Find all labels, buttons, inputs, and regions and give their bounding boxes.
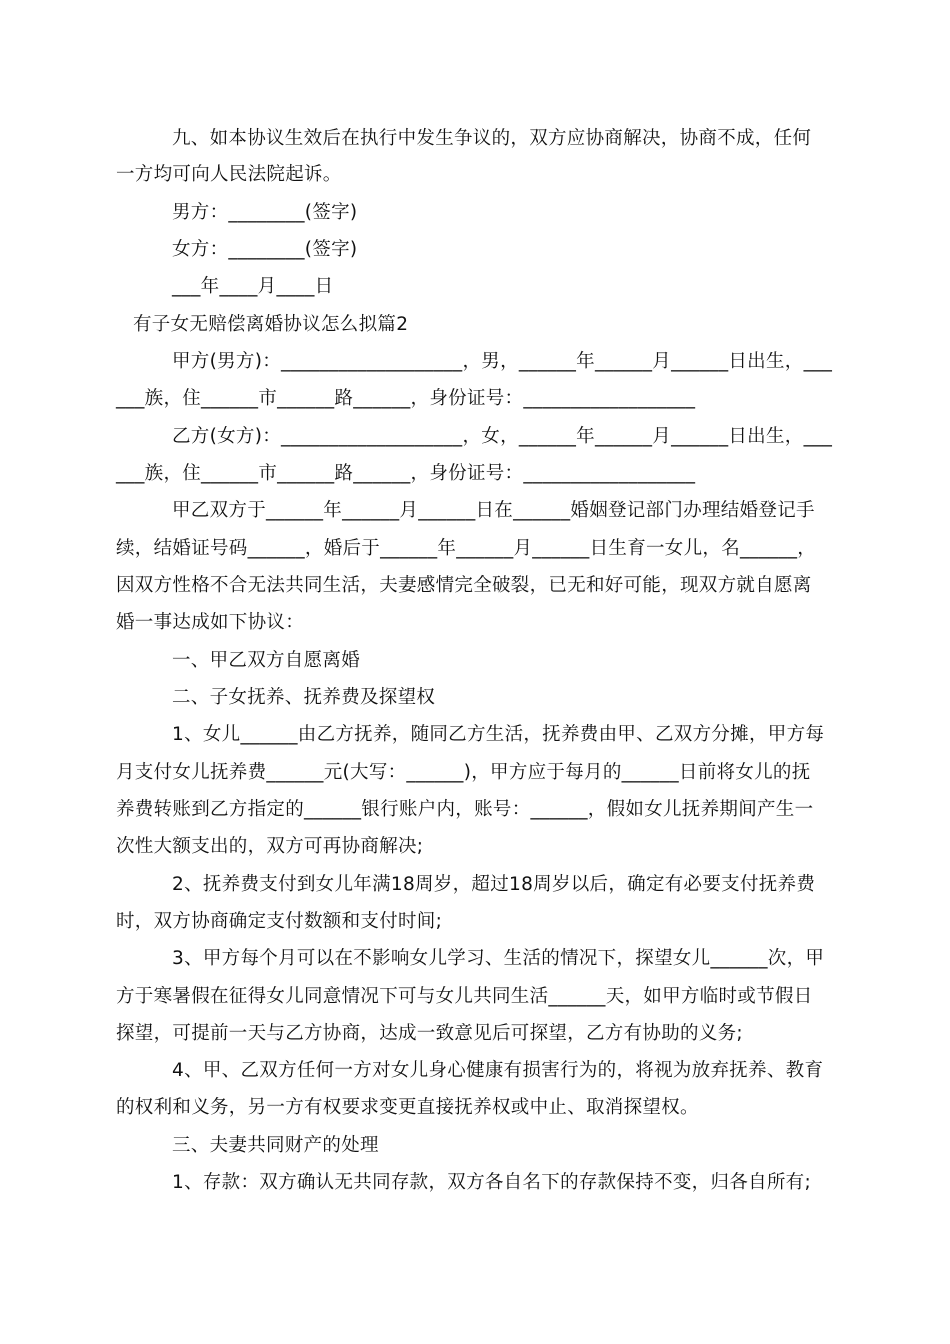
article-3-heading: 三、夫妻共同财产的处理 [172, 1135, 379, 1156]
party-b-line-2: ___族，住______市______路______，身份证号：__________________ [116, 463, 696, 484]
female-signature-line: 女方：________(签字) [172, 239, 358, 260]
item-2-1-line-1: 1、女儿______由乙方抚养，随同乙方生活，抚养费由甲、乙双方分摊，甲方每 [172, 724, 825, 745]
party-a-line-2: ___族，住______市______路______，身份证号：__________________ [116, 388, 696, 409]
preamble-line-4: 婚一事达成如下协议： [116, 612, 305, 633]
article-2-heading: 二、子女抚养、抚养费及探望权 [172, 687, 436, 708]
section-title: 有子女无赔偿离婚协议怎么拟篇2 [133, 314, 409, 335]
clause-9-line-1: 九、如本协议生效后在执行中发生争议的，双方应协商解决，协商不成，任何 [172, 128, 812, 149]
item-3-1-line-1: 1、存款：双方确认无共同存款，双方各自名下的存款保持不变，归各自所有; [172, 1172, 812, 1193]
preamble-line-1: 甲乙双方于______年______月______日在______婚姻登记部门办理结婚登记手 [172, 500, 815, 521]
article-1-heading: 一、甲乙双方自愿离婚 [172, 650, 361, 671]
item-2-1-line-2: 月支付女儿抚养费______元(大写：______)，甲方应于每月的______日前将女儿的抚 [116, 762, 811, 783]
item-2-3-line-3: 探望，可提前一天与乙方协商，达成一致意见后可探望，乙方有协助的义务; [116, 1023, 743, 1044]
preamble-line-3: 因双方性格不合无法共同生活，夫妻感情完全破裂，已无和好可能，现双方就自愿离 [116, 575, 812, 596]
preamble-line-2: 续，结婚证号码______，婚后于______年______月______日生育一女儿，名______， [116, 538, 817, 559]
item-2-4-line-1: 4、甲、乙双方任何一方对女儿身心健康有损害行为的，将视为放弃抚养、教育 [172, 1060, 824, 1081]
party-b-line-1: 乙方(女方)：___________________，女，______年______月______日出生，___ [172, 426, 833, 447]
party-a-line-1: 甲方(男方)：___________________，男，______年______月______日出生，___ [172, 351, 833, 372]
clause-9-line-2: 一方均可向人民法院起诉。 [116, 164, 342, 185]
item-2-4-line-2: 的权利和义务，另一方有权要求变更直接抚养权或中止、取消探望权。 [116, 1097, 699, 1118]
item-2-1-line-3: 养费转账到乙方指定的______银行账户内，账号：______，假如女儿抚养期间产生一 [116, 799, 814, 820]
item-2-2-line-2: 时，双方协商确定支付数额和支付时间; [116, 911, 443, 932]
item-2-3-line-1: 3、甲方每个月可以在不影响女儿学习、生活的情况下，探望女儿______次，甲 [172, 948, 825, 969]
item-2-1-line-4: 次性大额支出的，双方可再协商解决; [116, 836, 424, 857]
date-line: ___年____月____日 [172, 276, 334, 297]
male-signature-line: 男方：________(签字) [172, 202, 358, 223]
item-2-3-line-2: 方于寒暑假在征得女儿同意情况下可与女儿共同生活______天，如甲方临时或节假日 [116, 986, 813, 1007]
item-2-2-line-1: 2、抚养费支付到女儿年满18周岁，超过18周岁以后，确定有必要支付抚养费 [172, 874, 816, 895]
